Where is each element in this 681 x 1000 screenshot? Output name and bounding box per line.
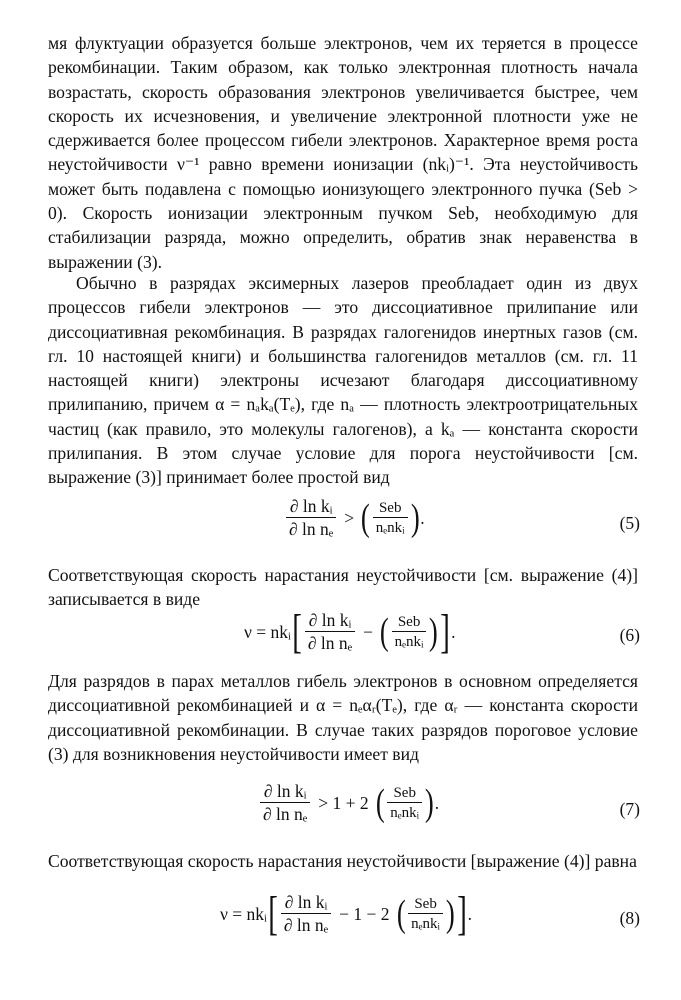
equation-6 (48, 605, 640, 664)
right-paren: ) (445, 893, 455, 935)
numerator: ∂ ln kᵢ (284, 891, 328, 912)
equation-8 (48, 887, 640, 950)
right-paren: ) (429, 611, 439, 653)
fraction-right (408, 896, 443, 933)
lhs: ν = nkᵢ (244, 621, 291, 642)
numerator: ∂ ln kᵢ (289, 496, 333, 516)
equation-number: (6) (619, 625, 640, 645)
period: . (467, 903, 472, 924)
paragraph-3: Соответствующая скорость нарастания неустойчивости [см. выражение (4)] записывается в виде (48, 565, 638, 610)
left-bracket: [ (292, 605, 302, 658)
relation: > 1 + 2 (318, 792, 369, 813)
equation-5 (48, 497, 640, 553)
numerator: ∂ ln kᵢ (263, 781, 307, 801)
operator: − 1 − 2 (339, 903, 390, 924)
left-paren: ( (379, 611, 389, 653)
period: . (434, 792, 440, 813)
left-paren: ( (375, 782, 385, 825)
paragraph-1: мя флуктуации образуется больше электронов, чем их теряется в процессе рекомбинации. Таким образом, как только электронная плотность начала возрастать, скорость образования электронов увеличивается быстрее, чем скорость их исчезновения, и увеличение электронной плотности уже не сдерживается более процессом гибели электронов. Характерное время роста неустойчивости ν⁻¹ равно времени ионизации (nkᵢ)⁻¹. Эта неустойчивость может быть подавлена с помощью ионизующего электронного пучка (Seb > 0). Скорость ионизации электронным пучком Seb, необходимую для стабилизации разряда, можно определить, обратив знак неравенства в выражении (3). (48, 33, 638, 272)
numerator: Seb (414, 895, 437, 912)
operator: − (363, 621, 374, 642)
denominator: ∂ ln nₑ (286, 517, 336, 539)
fraction-left (286, 497, 336, 540)
denominator: ∂ ln nₑ (260, 802, 310, 824)
lhs: ν = nkᵢ (220, 903, 267, 924)
left-paren: ( (361, 497, 370, 540)
equation-number: (5) (619, 513, 640, 533)
denominator: nₑnkᵢ (373, 517, 408, 537)
paragraph-2: Обычно в разрядах эксимерных лазеров преобладает один из двух процессов гибели электронов — это диссоциативное прилипание или диссоциативная рекомбинация. В разрядах галогенидов инертных газов (см. гл. 10 настоящей книги) и большинства галогенидов металлов (см. гл. 11 настоящей книги) электроны исчезают благодаря диссоциативному прилипанию, причем α = nₐkₐ(Tₑ), где nₐ — плотность электроотрицательных частиц (как правило, это молекулы галогенов), а kₐ — константа скорости прилипания. В этом случае условие для порога неустойчивости [см. выражение (3)] принимает более простой вид (48, 273, 638, 488)
period: . (420, 507, 425, 528)
numerator: Seb (378, 499, 402, 516)
denominator: ∂ ln nₑ (281, 913, 331, 935)
right-bracket: ] (440, 605, 450, 658)
numerator: Seb (393, 784, 416, 801)
fraction-left (281, 893, 331, 936)
equation-number: (8) (619, 908, 640, 928)
right-paren: ) (424, 782, 434, 825)
denominator: nₑnkᵢ (392, 631, 427, 651)
right-paren: ) (410, 497, 420, 540)
denominator: nₑnkᵢ (387, 802, 422, 822)
fraction-right (373, 500, 408, 537)
numerator: Seb (397, 613, 421, 630)
equation-7 (48, 782, 640, 838)
relation: > (344, 507, 355, 528)
fraction-right (387, 785, 422, 822)
period: . (451, 621, 456, 642)
fraction-left (260, 782, 310, 825)
denominator: nₑnkᵢ (408, 913, 443, 933)
left-bracket: [ (268, 887, 278, 940)
equation-number: (7) (619, 799, 640, 819)
fraction-right (392, 614, 427, 651)
paragraph-4: Для разрядов в парах металлов гибель электронов в основном определяется диссоциативной рекомбинацией и α = nₑαᵣ(Tₑ), где αᵣ — константа скорости диссоциативной рекомбинации. В случае таких разрядов пороговое условие (3) для возникновения неустойчивости имеет вид (48, 671, 638, 764)
left-paren: ( (396, 893, 406, 935)
right-bracket: ] (456, 887, 467, 940)
fraction-left (305, 611, 355, 654)
denominator: ∂ ln nₑ (305, 631, 355, 653)
paragraph-5: Соответствующая скорость нарастания неустойчивости [выражение (4)] равна (48, 851, 637, 871)
numerator: ∂ ln kᵢ (308, 609, 352, 630)
